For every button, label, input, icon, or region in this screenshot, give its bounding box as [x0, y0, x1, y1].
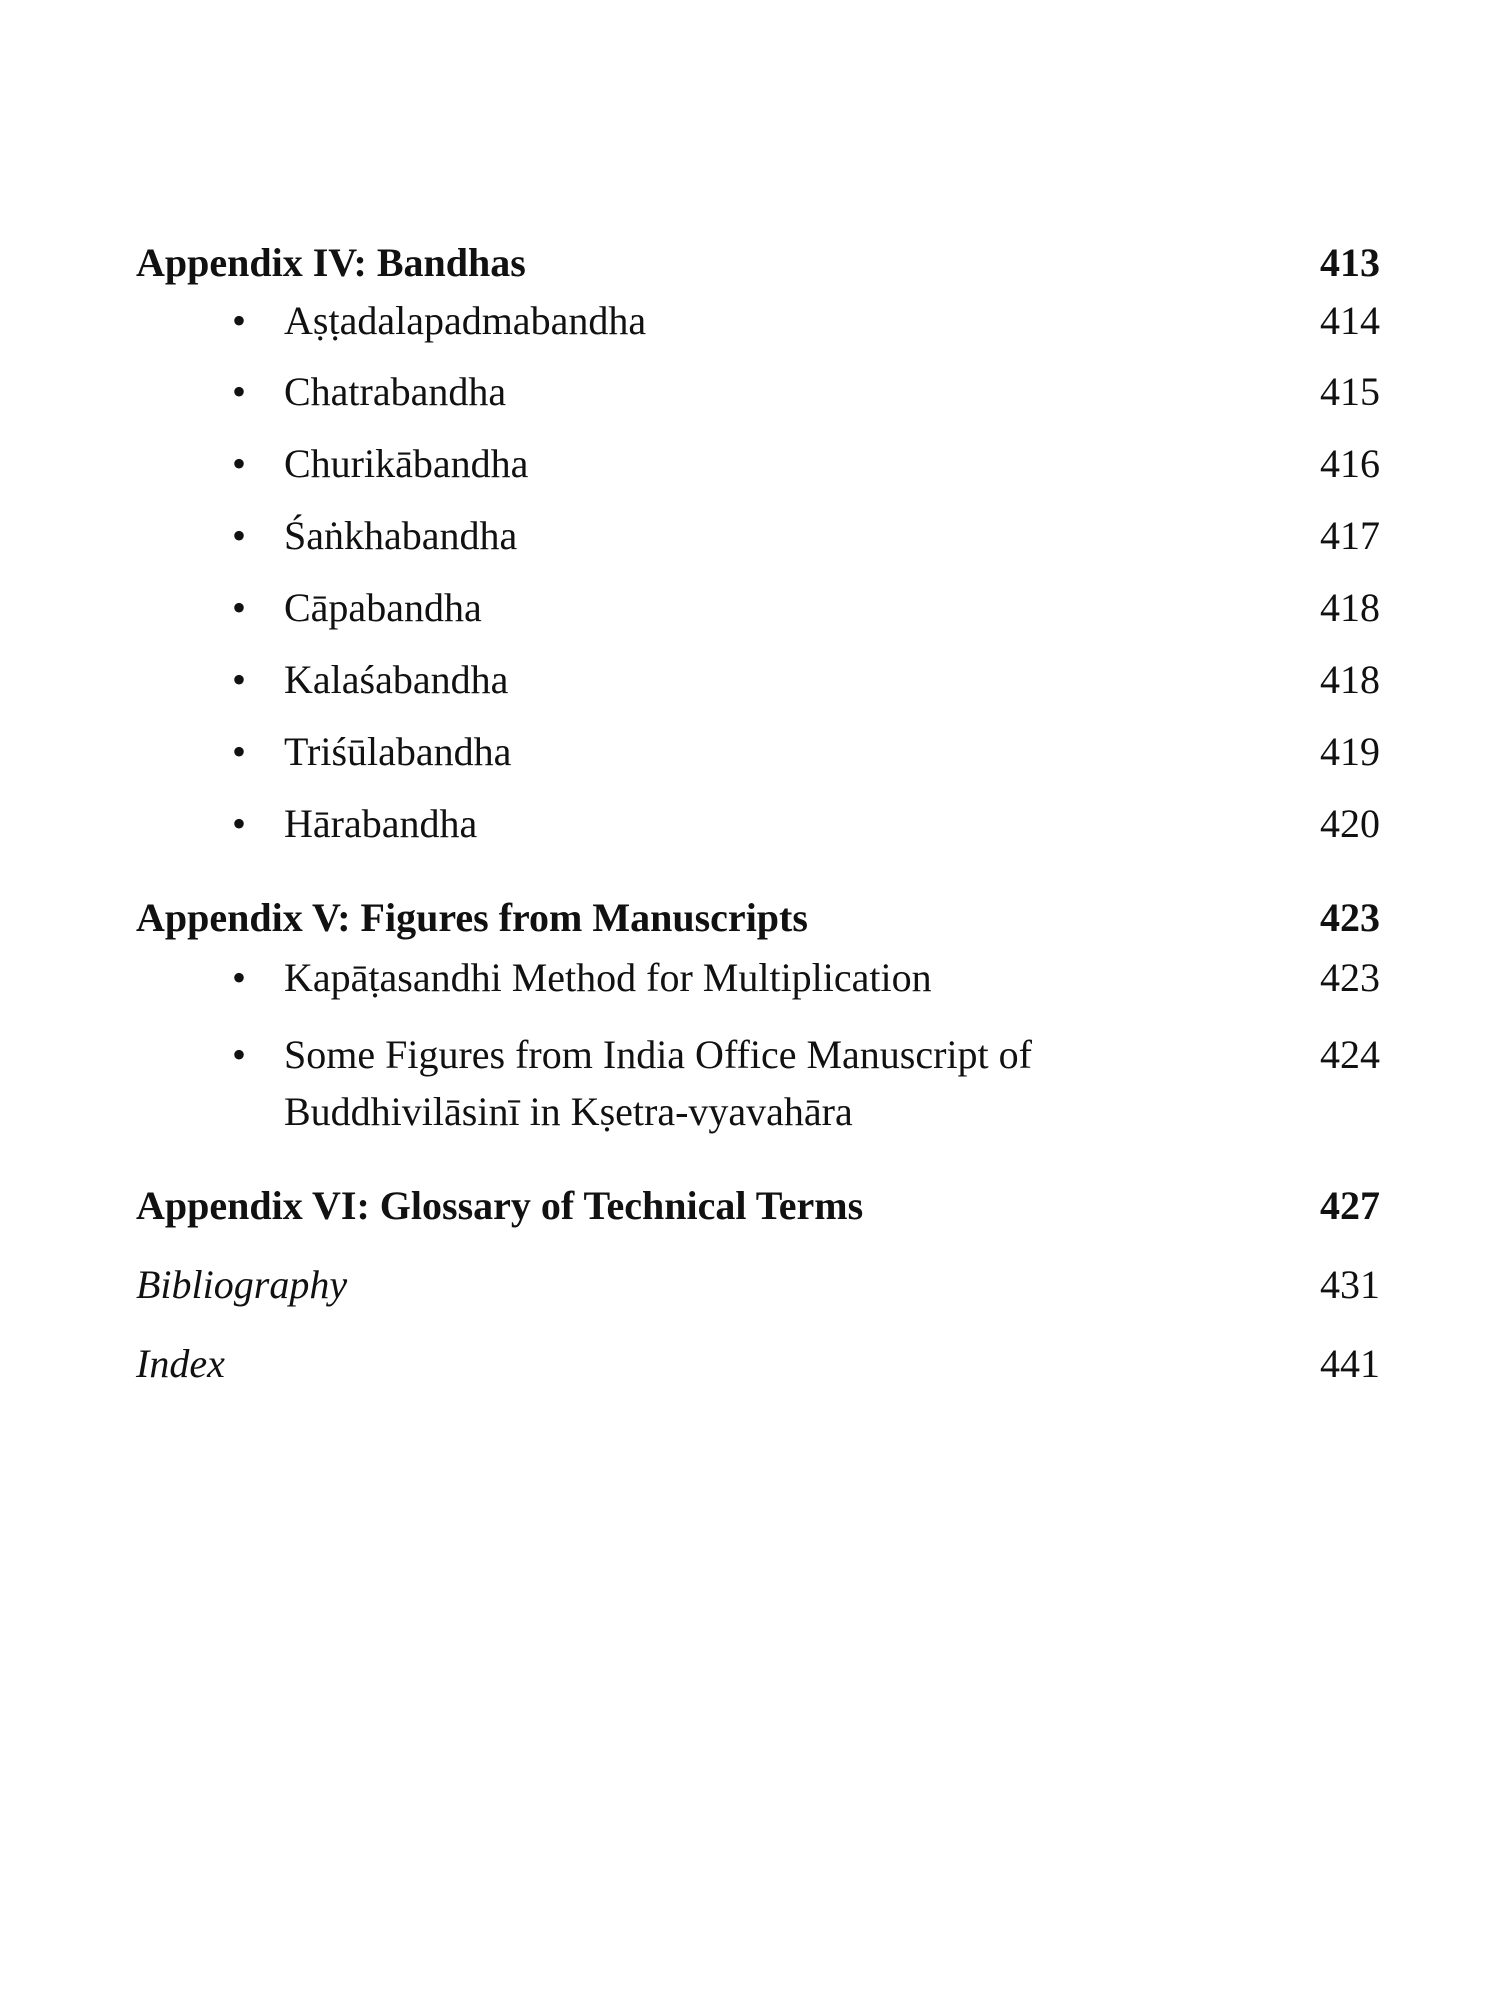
page-number: 423	[1320, 955, 1380, 1000]
heading-title: Appendix IV: Bandhas	[136, 240, 526, 285]
entry-title: Bibliography	[136, 1262, 348, 1307]
item-title: Aṣṭadalapadmabandha	[284, 298, 647, 343]
item-title: Churikābandha	[284, 441, 529, 486]
bullet-icon: •	[231, 657, 246, 702]
page-number: 414	[1320, 298, 1380, 343]
item-title: Kapāṭasandhi Method for Multiplication	[284, 955, 932, 1000]
bullet-icon: •	[231, 513, 246, 558]
page-number: 418	[1320, 657, 1380, 702]
item-title: Triśūlabandha	[284, 729, 512, 774]
item-title: Hārabandha	[284, 801, 478, 846]
bullet-icon: •	[231, 955, 246, 1000]
entry-title: Index	[136, 1341, 225, 1386]
page-number: 417	[1320, 513, 1380, 558]
heading-title: Appendix V: Figures from Manuscripts	[136, 895, 808, 940]
page-number: 420	[1320, 801, 1380, 846]
bullet-icon: •	[231, 369, 246, 414]
bullet-icon: •	[231, 801, 246, 846]
bullet-icon: •	[231, 1032, 246, 1077]
page-number: 431	[1320, 1262, 1380, 1307]
bullet-icon: •	[231, 298, 246, 343]
bullet-icon: •	[231, 729, 246, 774]
item-title: Some Figures from India Office Manuscript of	[284, 1032, 1032, 1077]
bullet-icon: •	[231, 585, 246, 630]
page-number: 416	[1320, 441, 1380, 486]
item-title: Kalaśabandha	[284, 657, 509, 702]
item-title: Chatrabandha	[284, 369, 507, 414]
item-title: Cāpabandha	[284, 585, 482, 630]
page-number: 418	[1320, 585, 1380, 630]
item-title: Śaṅkhabandha	[284, 513, 518, 558]
bullet-icon: •	[231, 441, 246, 486]
page-number: 415	[1320, 369, 1380, 414]
page-number: 419	[1320, 729, 1380, 774]
heading-title: Appendix VI: Glossary of Technical Terms	[136, 1183, 864, 1228]
page-number: 424	[1320, 1032, 1380, 1077]
item-title-line2: Buddhivilāsinī in Kṣetra-vyavahāra	[284, 1089, 853, 1134]
page-number: 427	[1320, 1183, 1380, 1228]
page-number: 423	[1320, 895, 1380, 940]
page-number: 413	[1320, 240, 1380, 285]
page-number: 441	[1320, 1341, 1380, 1386]
